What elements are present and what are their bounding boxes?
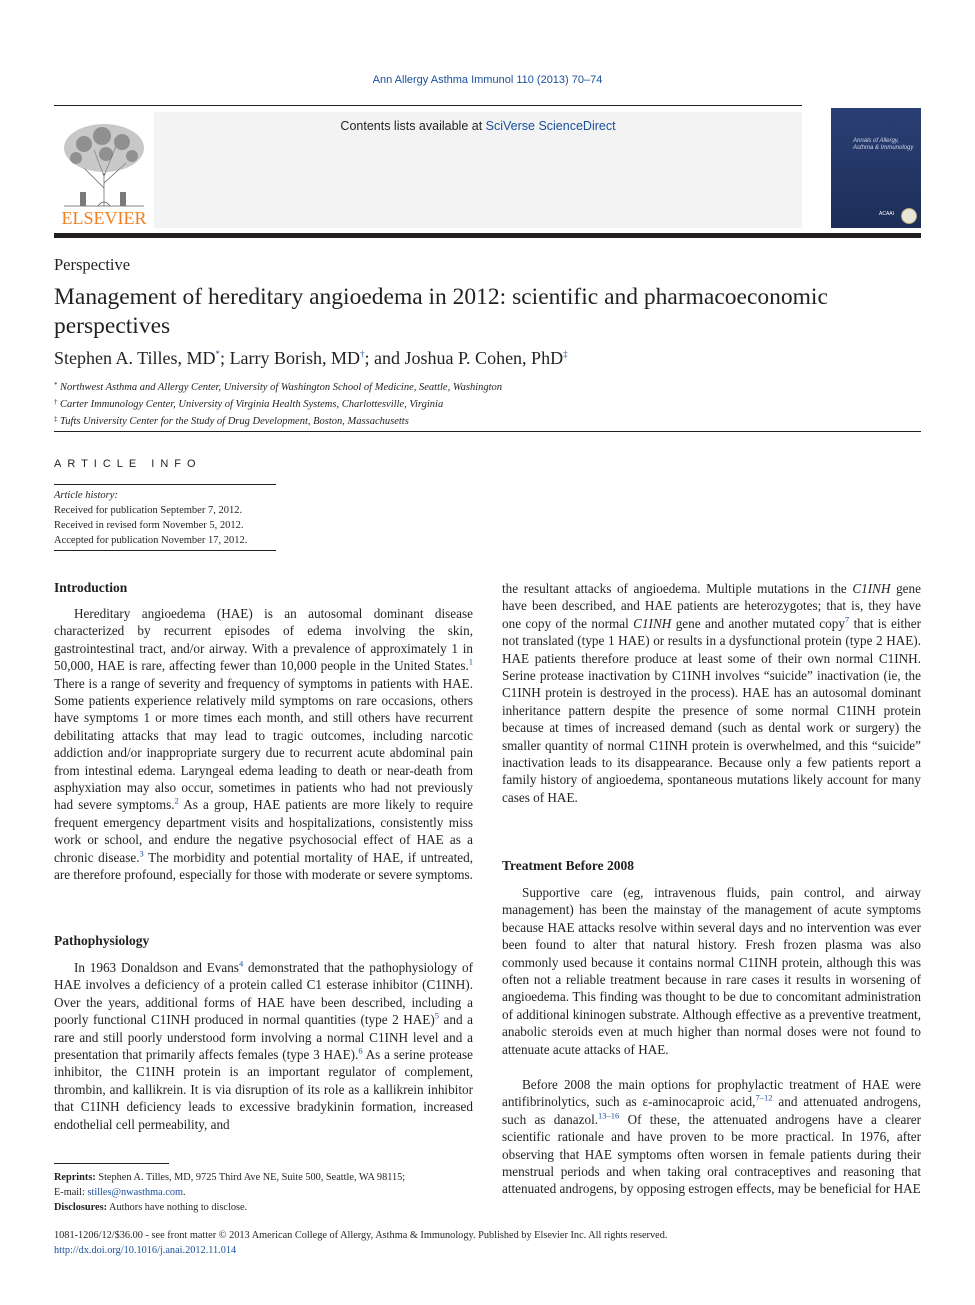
article-info-heading: ARTICLE INFO	[54, 458, 202, 470]
citation-ref[interactable]: 3	[139, 848, 144, 859]
article-title: Management of hereditary angioedema in 2012: scientific and pharmacoeconomic perspectives	[54, 284, 828, 339]
citation-ref[interactable]: 7–12	[755, 1093, 773, 1104]
author-affiliation-mark[interactable]: ‡	[563, 349, 568, 359]
treatment-paragraph-2	[502, 1076, 921, 1198]
disclosures-text: Authors have nothing to disclose.	[107, 1202, 248, 1213]
pathophysiology-paragraph	[54, 959, 473, 1133]
footnote-rule	[54, 1163, 169, 1164]
citation-ref[interactable]: 1	[468, 656, 473, 667]
author-affiliation-mark[interactable]: †	[360, 349, 365, 359]
citation-ref[interactable]: 2	[174, 796, 179, 807]
section-heading-pathophysiology: Pathophysiology	[54, 933, 150, 948]
disclosures-note	[54, 1200, 474, 1215]
history-accepted: Accepted for publication November 17, 2012.	[54, 535, 248, 546]
journal-reference-link[interactable]: Ann Allergy Asthma Immunol 110 (2013) 70–74	[372, 74, 603, 86]
author-affiliation-mark[interactable]: *	[215, 349, 221, 359]
email-link[interactable]: stilles@nwasthma.com	[87, 1187, 184, 1198]
pathophysiology-continued-paragraph	[502, 580, 921, 806]
journal-reference[interactable]	[0, 74, 975, 86]
body-text: and attenuated androgens, such as danazol.	[502, 1094, 921, 1127]
elsevier-logo[interactable]	[54, 118, 154, 228]
affiliation-line	[54, 378, 502, 395]
gene-name: C1INH	[633, 615, 672, 631]
body-text: The morbidity and potential mortality of HAE, if untreated, are therefore profound, especially for those with moderate or severe symptoms.	[54, 849, 474, 883]
body-text: As a serine protease inhibitor, the C1INH protein is an important regulator of complement, thrombin, and kallikrein. It is via disruption of its role as a kallikrein inhibitor that C1INH deficiency leads to excessive bradykinin formation, increased endothelial cell permeability, and	[54, 1047, 474, 1132]
introduction-paragraph	[54, 605, 473, 884]
author-list	[54, 348, 568, 369]
body-text: As a group, HAE patients are more likely to require frequent emergency department visits and hospitalizations, consistently miss work or school, and endure the negative psychosocial effect of HAE as a chronic disease.	[54, 797, 473, 865]
footnotes	[54, 1170, 474, 1215]
email-note	[54, 1185, 474, 1200]
author-separator: ;	[220, 348, 230, 368]
history-label: Article history:	[54, 490, 118, 501]
disclosures-label: Disclosures:	[54, 1202, 108, 1213]
section-heading-treatment-before-2008: Treatment Before 2008	[502, 858, 634, 873]
copyright-line: 1081-1206/12/$36.00 - see front matter © 2013 American College of Allergy, Asthma & Immunology. Published by Elsevier Inc. All rights reserved.	[54, 1230, 668, 1241]
affiliation-line	[54, 395, 502, 412]
author-separator: ; and	[364, 348, 405, 368]
cover-title-graphic: Annals of Allergy, Asthma & Immunology	[853, 138, 914, 151]
body-text: Before 2008 the main options for prophylactic treatment of HAE were antifibrinolytics, such as ε-aminocaproic acid,	[502, 1077, 921, 1110]
body-text: and a rare and still poorly understood form involving a normal C1INH level and a presentation that primarily affects females (type 3 HAE).	[54, 1012, 473, 1063]
author-name: Joshua P. Cohen, PhD	[404, 348, 564, 368]
contents-prefix: Contents lists available at	[340, 119, 486, 133]
article-history	[54, 488, 247, 548]
body-text: In 1963 Donaldson and Evans	[74, 960, 239, 975]
citation-ref[interactable]: 7	[844, 614, 850, 625]
elsevier-tree-icon	[54, 118, 154, 228]
page-footer	[54, 1228, 921, 1258]
history-received: Received for publication September 7, 2012.	[54, 505, 243, 516]
affiliation-mark: *	[54, 381, 58, 389]
sciencedirect-link[interactable]: SciVerse ScienceDirect	[485, 119, 616, 133]
contents-line	[154, 119, 802, 133]
body-text: Of these, the attenuated androgens have a clearer scientific rationale and have proven to be more practical. In 1976, after observing that HAE symptoms often worsen in female patients during their menstrual periods and when taking oral contraceptives and reasoning that attenuated androgens, by opposing estrogen effects, may be beneficial for HAE	[502, 1111, 921, 1197]
body-text: gene have been described, and HAE patients are heterozygotes; that is, they have one copy of the normal	[502, 581, 921, 631]
body-text: the resultant attacks of angioedema. Multiple mutations in the	[502, 581, 853, 596]
email-label: E-mail:	[54, 1187, 88, 1198]
citation-ref[interactable]: 13–16	[598, 1110, 620, 1121]
journal-cover-thumbnail[interactable]	[831, 108, 921, 228]
treatment-paragraph-1: Supportive care (eg, intravenous fluids, pain control, and airway management) has been the mainstay of the management of acute symptoms because HAE attacks resolve within several days and no intervention was ever been found to alter that natural history. Fresh frozen plasma was also commonly used because it contains normal C1INH protein, although this was often not a reliable treatment because in rare cases it results in worsening of angioedema. This finding was thought to be due to concomitant administration of additional kininogen substrate. Although effective as a preventive treatment, anabolic steroids even at much higher than normal doses were not found to attenuate acute attacks of HAE.	[502, 885, 921, 1057]
cover-seal-icon	[901, 208, 917, 224]
history-bottom-rule	[54, 550, 276, 551]
citation-ref[interactable]: 6	[358, 1045, 363, 1056]
affiliation-mark: ‡	[54, 415, 58, 423]
section-heading-introduction: Introduction	[54, 580, 128, 595]
affiliation-text: Northwest Asthma and Allergy Center, University of Washington School of Medicine, Seattle, Washington	[60, 382, 503, 393]
body-text: Hereditary angioedema (HAE) is an autosomal dominant disease characterized by recurrent episodes of edema involving the skin, gastrointestinal tract, and/or airway. With a prevalence of approximately 1 in 50,000, HAE is rare, affecting fewer than 10,000 people in the United States.	[54, 606, 473, 674]
header-top-rule	[54, 105, 802, 106]
affiliation-text: Carter Immunology Center, University of Virginia Health Systems, Charlottesville, Virginia	[60, 399, 444, 410]
history-revised: Received in revised form November 5, 2012.	[54, 520, 244, 531]
body-text: There is a range of severity and frequency of symptoms in patients with HAE. Some patients experience relatively mild symptoms on rare occasions, others have symptoms 1 or more times each month, and still others have recurrent debilitating attacks that may lead to tragic outcomes, including narcotic addiction and/or inappropriate surgery due to recurrent acute abdominal pain from intestinal edema. Laryngeal edema leading to death or near-death from asphyxiation may also occur, sometimes in patients who had not previously had severe symptoms.	[54, 675, 473, 813]
article-type: Perspective	[54, 255, 131, 274]
author-name: Stephen A. Tilles, MD	[54, 348, 216, 368]
citation-ref[interactable]: 5	[434, 1010, 439, 1021]
email-end: .	[183, 1187, 186, 1198]
affiliations	[54, 378, 502, 429]
body-text: gene and another mutated copy	[671, 615, 845, 631]
reprints-text: Stephen A. Tilles, MD, 9725 Third Ave NE, Suite 500, Seattle, WA 98115;	[95, 1172, 406, 1183]
history-top-rule	[54, 484, 276, 485]
affiliation-line	[54, 412, 502, 429]
body-text: demonstrated that the pathophysiology of HAE involves a deficiency of a protein called C1 esterase inhibitor (C1INH). Over the years, additional forms of HAE have been described, including a poorly functional C1INH produced in normal quantities (type 2 HAE)	[54, 960, 473, 1028]
header-thick-rule	[54, 233, 921, 238]
elsevier-wordmark: ELSEVIER	[61, 208, 147, 228]
gene-name: C1INH	[852, 581, 891, 596]
reprints-note	[54, 1170, 474, 1185]
doi-link[interactable]: http://dx.doi.org/10.1016/j.anai.2012.11.014	[54, 1245, 237, 1256]
body-text: that is either not translated (type 1 HAE) or results in a dysfunctional protein (type 2 HAE). HAE patients therefore produce at least some of their own normal C1INH. Serine protease inactivation by C1INH involves “suicide” inactivation (ie, the C1INH protein is destroyed in the process). HAE has an autosomal dominant inheritance pattern despite the presence of some normal C1INH protein because at times of increased demand (such as dental work or surgery) the smaller quantity of normal C1INH protein is overwhelmed, and this “suicide” inactivation leads to its disappearance. Because only a few patients report a family history of angioedema, spontaneous mutations likely account for many cases of HAE.	[502, 615, 921, 805]
affiliation-text: Tufts University Center for the Study of Drug Development, Boston, Massachusetts	[60, 416, 409, 427]
citation-ref[interactable]: 4	[238, 958, 244, 969]
affiliation-mark: †	[54, 398, 58, 406]
reprints-label: Reprints:	[54, 1172, 96, 1183]
cover-acaai-mark: ACAAI	[879, 211, 895, 217]
affiliation-rule	[54, 431, 921, 432]
author-name: Larry Borish, MD	[229, 348, 361, 368]
